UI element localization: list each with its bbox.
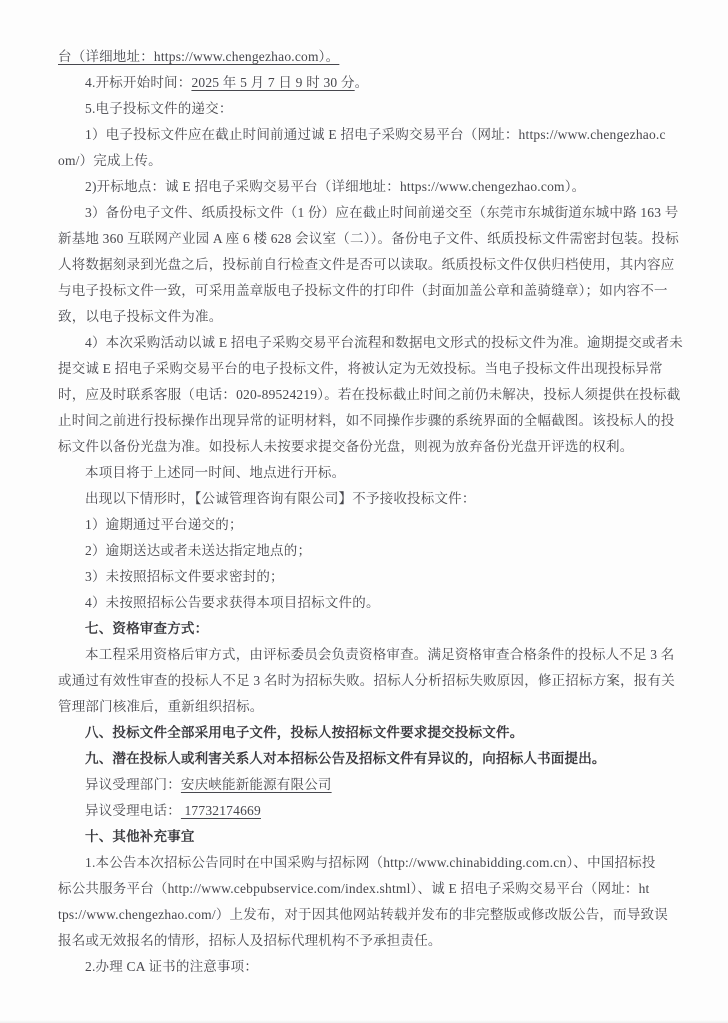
document-line <box>58 304 674 330</box>
document-line <box>58 798 674 824</box>
heading-text-run: 九、潜在投标人或利害关系人对本招标公告及招标文件有异议的，向招标人书面提出。 <box>85 751 606 766</box>
document-line <box>58 876 674 902</box>
document-line <box>58 538 674 564</box>
document-line <box>58 772 674 798</box>
document-line <box>58 356 674 382</box>
text-run: 2)开标地点：诚 E 招电子采购交易平台（详细地址：https://www.chengezhao.com）。 <box>85 179 586 194</box>
text-run: 异议受理部门： <box>85 777 181 792</box>
document-line <box>58 928 674 954</box>
document-line <box>58 850 674 876</box>
underlined-text-run: 安庆峡能新能源有限公司 <box>180 777 332 792</box>
document-line <box>58 694 674 720</box>
document-line <box>58 226 679 252</box>
text-run: 3）备份电子文件、纸质投标文件（1 份）应在截止时间前递交至（东莞市东城街道东城中路 163 号 <box>85 205 679 220</box>
text-run: 新基地 360 互联网产业园 A 座 6 楼 628 会议室（二））。备份电子文件、纸质投标文件需密封包装。投标 <box>58 231 679 246</box>
document-line <box>58 44 674 70</box>
document-line <box>58 668 674 694</box>
underlined-text-run: 台（详细地址：https://www.chengezhao.com）。 <box>58 49 340 64</box>
text-run: 1.本公告本次招标公告同时在中国采购与招标网（http://www.chinabidding.com.cn）、中国招标投 <box>85 855 656 870</box>
document-line <box>58 720 674 746</box>
heading-text-run: 七、资格审查方式： <box>85 621 209 636</box>
text-run: 本项目将于上述同一时间、地点进行开标。 <box>85 465 346 480</box>
document-line <box>58 70 674 96</box>
document-line <box>58 902 674 928</box>
document-line <box>58 824 674 850</box>
document-line <box>58 174 674 200</box>
document-line <box>58 746 674 772</box>
text-run: 人将数据刻录到光盘之后，投标前自行检查文件是否可以读取。纸质投标文件仅供归档使用，其内容应 <box>58 257 675 272</box>
document-line <box>58 408 674 434</box>
text-run: 标公共服务平台（http://www.cebpubservice.com/index.shtml）、诚 E 招电子采购交易平台（网址：ht <box>58 881 650 896</box>
text-run: 管理部门核准后，重新组织招标。 <box>58 699 264 714</box>
document-line <box>58 122 674 148</box>
document-line <box>58 200 679 226</box>
text-run: 本工程采用资格后审方式，由评标委员会负责资格审查。满足资格审查合格条件的投标人不足 3 名 <box>85 647 675 662</box>
text-run: 。 <box>354 75 369 90</box>
document-line <box>58 564 674 590</box>
text-run: 1）逾期通过平台递交的； <box>85 517 243 532</box>
text-run: 1）电子投标文件应在截止时间前通过诚 E 招电子采购交易平台（网址：https://www.chengezhao.c <box>85 127 666 142</box>
text-run: 2）逾期送达或者未送达指定地点的； <box>85 543 312 558</box>
text-run: 与电子投标文件一致，可采用盖章版电子投标文件的打印件（封面加盖公章和盖骑缝章）；如内容不一 <box>58 283 668 298</box>
document-body <box>58 44 683 980</box>
text-run: 止时间之前进行投标操作出现异常的证明材料，如不同操作步骤的系统界面的全幅截图。该投标人的投 <box>58 413 675 428</box>
text-run: 4.开标开始时间： <box>85 75 192 90</box>
text-run: 异议受理电话： <box>85 803 181 818</box>
document-line <box>58 512 674 538</box>
text-run: 标文件以备份光盘为准。如投标人未按要求提交备份光盘，则视为放弃备份光盘开评选的权利。 <box>58 439 634 454</box>
text-run: 出现以下情形时，【公诚管理咨询有限公司】不予接收投标文件： <box>85 491 476 506</box>
document-line <box>58 382 681 408</box>
underlined-text-run: 17732174669 <box>180 803 261 818</box>
text-run: 5.电子投标文件的递交： <box>85 101 233 116</box>
text-run: 3）未按照招标文件要求密封的； <box>85 569 284 584</box>
text-run: 或通过有效性审查的投标人不足 3 名时为招标失败。招标人分析招标失败原因，修正招标方案，报有关 <box>58 673 675 688</box>
text-run: tps://www.chengezhao.com/）上发布，对于因其他网站转载并发布的非完整版或修改版公告，而导致误 <box>58 907 668 922</box>
document-line <box>58 616 674 642</box>
heading-text-run: 八、投标文件全部采用电子文件，投标人按招标文件要求提交投标文件。 <box>85 725 524 740</box>
document-line <box>58 278 674 304</box>
heading-text-run: 十、其他补充事宜 <box>85 829 195 844</box>
document-line <box>58 434 674 460</box>
text-run: 提交诚 E 招电子采购交易平台的电子投标文件，将被认定为无效投标。当电子投标文件出现投标异常 <box>58 361 663 376</box>
document-line <box>58 486 674 512</box>
text-run: 4）未按照招标公告要求获得本项目招标文件的。 <box>85 595 380 610</box>
text-run: 致，以电子投标文件为准。 <box>58 309 223 324</box>
document-line <box>58 148 674 174</box>
document-line <box>58 642 674 668</box>
document-line <box>58 460 674 486</box>
text-run: om/）完成上传。 <box>58 153 162 168</box>
document-line <box>58 252 674 278</box>
document-line <box>58 96 674 122</box>
text-run: 2.办理 CA 证书的注意事项： <box>85 959 259 974</box>
document-line <box>58 954 674 980</box>
text-run: 4）本次采购活动以诚 E 招电子采购交易平台流程和数据电文形式的投标文件为准。逾期提交或者未 <box>85 335 683 350</box>
document-line <box>58 590 674 616</box>
text-run: 报名或无效报名的情形，招标人及招标代理机构不予承担责任。 <box>58 933 442 948</box>
text-run: 时，应及时联系客服（电话：020-89524219）。若在投标截止时间之前仍未解决，投标人须提供在投标截 <box>58 387 681 402</box>
underlined-text-run: 2025 年 5 月 7 日 9 时 30 分 <box>191 75 355 90</box>
document-line <box>58 330 683 356</box>
